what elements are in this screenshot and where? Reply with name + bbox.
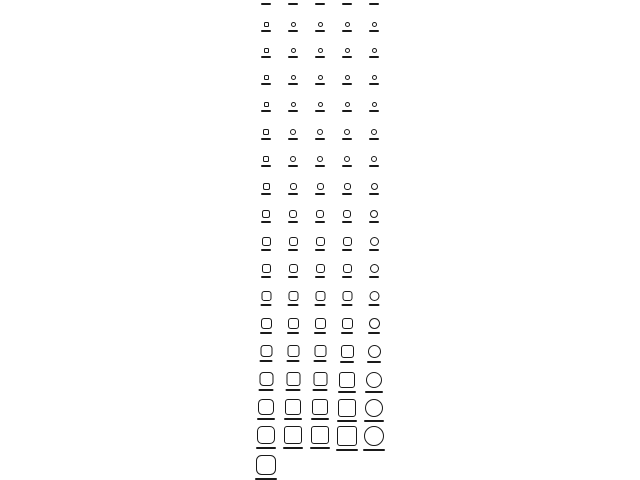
icon-caption (342, 56, 352, 58)
square-icon (338, 399, 356, 417)
icon-tile[interactable] (261, 183, 271, 195)
icon-tile[interactable] (367, 345, 381, 363)
rounded-square-icon (263, 129, 269, 135)
icon-caption (261, 30, 271, 32)
circle-icon (372, 48, 377, 53)
circle-icon (364, 426, 384, 446)
icon-caption (315, 3, 325, 5)
square-icon (289, 237, 298, 246)
icon-caption (365, 391, 383, 393)
icon-caption (363, 449, 385, 451)
rounded-square-icon (262, 210, 270, 218)
icon-tile[interactable] (369, 129, 379, 140)
square-icon (337, 426, 357, 446)
icon-tile[interactable] (315, 291, 326, 306)
icon-tile[interactable] (261, 237, 271, 251)
icon-tile[interactable] (315, 237, 325, 251)
square-icon (342, 291, 352, 301)
square-icon (343, 237, 352, 246)
square-icon (316, 210, 324, 218)
icon-tile[interactable] (288, 237, 298, 251)
icon-tile[interactable] (315, 264, 325, 278)
icon-caption (342, 165, 352, 167)
icon-tile[interactable] (342, 264, 352, 278)
icon-caption (315, 30, 325, 32)
icon-caption (315, 304, 326, 306)
icon-caption (287, 360, 300, 362)
square-icon (289, 264, 298, 273)
icon-tile[interactable] (342, 48, 352, 58)
icon-tile[interactable] (369, 22, 379, 32)
icon-caption (261, 304, 272, 306)
icon-caption (288, 110, 298, 112)
rounded-square-icon (263, 156, 269, 162)
icon-caption (342, 249, 352, 251)
icon-tile[interactable] (255, 455, 277, 480)
icon-caption (288, 249, 298, 251)
circle-icon (370, 264, 379, 273)
icon-caption (342, 30, 352, 32)
icon-caption (364, 420, 384, 422)
circle-icon (371, 183, 378, 190)
icon-caption (311, 418, 329, 420)
rounded-square-icon (264, 22, 269, 27)
square-icon (288, 291, 298, 301)
icon-caption (369, 249, 379, 251)
icon-caption (288, 304, 299, 306)
rounded-square-icon (257, 426, 275, 444)
square-icon (284, 426, 302, 444)
icon-tile[interactable] (341, 318, 353, 334)
circle-icon (366, 372, 382, 388)
icon-tile[interactable] (315, 183, 325, 195)
icon-caption (315, 138, 325, 140)
icon-caption (342, 110, 352, 112)
icon-caption (341, 332, 353, 334)
circle-icon (372, 22, 377, 27)
icon-caption (342, 138, 352, 140)
square-icon (318, 48, 323, 53)
icon-tile[interactable] (342, 102, 352, 112)
icon-tile[interactable] (288, 0, 298, 5)
icon-tile[interactable] (342, 0, 352, 5)
rounded-square-icon (264, 102, 269, 107)
icon-caption (260, 360, 273, 362)
rounded-square-icon (261, 291, 271, 301)
circle-icon (369, 318, 380, 329)
icon-caption (369, 276, 379, 278)
icon-caption (288, 138, 298, 140)
square-icon (315, 318, 326, 329)
icon-caption (288, 3, 298, 5)
icon-caption (337, 420, 357, 422)
icon-tile[interactable] (284, 399, 302, 420)
square-icon (318, 22, 323, 27)
icon-caption (336, 449, 358, 451)
icon-caption (286, 389, 301, 391)
icon-tile[interactable] (315, 102, 325, 112)
circle-icon (369, 291, 379, 301)
square-icon (314, 345, 326, 357)
square-icon (289, 210, 297, 218)
rounded-square-icon (262, 264, 271, 273)
icon-tile[interactable] (369, 75, 379, 85)
icon-tile[interactable] (311, 399, 329, 420)
icon-caption (261, 193, 271, 195)
icon-tile[interactable] (260, 345, 273, 362)
rounded-square-icon (262, 237, 271, 246)
icon-caption (288, 221, 298, 223)
icon-tile[interactable] (261, 291, 272, 306)
square-icon (291, 102, 296, 107)
square-icon (318, 75, 323, 80)
icon-caption (342, 3, 352, 5)
square-icon (317, 129, 323, 135)
icon-tile[interactable] (340, 345, 354, 363)
rounded-square-icon (260, 345, 272, 357)
icon-tile[interactable] (286, 372, 301, 391)
square-icon (344, 129, 350, 135)
square-icon (345, 22, 350, 27)
icon-tile[interactable] (364, 399, 384, 422)
icon-caption (288, 56, 298, 58)
icon-caption (261, 276, 271, 278)
icon-tile[interactable] (261, 264, 271, 278)
icon-tile[interactable] (365, 372, 383, 393)
icon-caption (314, 360, 327, 362)
icon-caption (315, 221, 325, 223)
icon-caption (342, 276, 352, 278)
square-icon (287, 345, 299, 357)
icon-caption (288, 276, 298, 278)
icon-caption (288, 83, 298, 85)
circle-icon (372, 102, 377, 107)
icon-caption (310, 447, 330, 449)
circle-icon (370, 237, 379, 246)
icon-caption (315, 276, 325, 278)
icon-caption (284, 418, 302, 420)
square-icon (341, 345, 354, 358)
rounded-square-icon (259, 372, 273, 386)
icon-tile[interactable] (315, 156, 325, 167)
icon-tile[interactable] (369, 48, 379, 58)
icon-tile[interactable] (342, 210, 352, 223)
icon-tile[interactable] (342, 22, 352, 32)
icon-tile[interactable] (288, 183, 298, 195)
icon-caption (261, 83, 271, 85)
icon-caption (315, 83, 325, 85)
icon-caption (369, 110, 379, 112)
icon-caption (369, 3, 379, 5)
icon-caption (315, 193, 325, 195)
icon-tile[interactable] (338, 372, 356, 393)
icon-caption (283, 447, 303, 449)
icon-tile[interactable] (261, 102, 271, 112)
rounded-square-icon (256, 455, 276, 475)
square-icon (316, 264, 325, 273)
icon-caption (369, 30, 379, 32)
square-icon (286, 372, 300, 386)
icon-tile[interactable] (342, 291, 353, 306)
square-icon (313, 372, 327, 386)
icon-caption (369, 193, 379, 195)
icon-caption (288, 193, 298, 195)
icon-tile[interactable] (261, 210, 271, 223)
square-icon (343, 264, 352, 273)
square-icon (290, 156, 296, 162)
icon-caption (369, 138, 379, 140)
circle-icon (371, 156, 377, 162)
icon-tile[interactable] (315, 22, 325, 32)
square-icon (339, 372, 355, 388)
square-icon (345, 75, 350, 80)
rounded-square-icon (264, 75, 269, 80)
square-icon (285, 399, 301, 415)
square-icon (342, 318, 353, 329)
icon-tile[interactable] (315, 75, 325, 85)
square-icon (318, 102, 323, 107)
icon-caption (261, 110, 271, 112)
icon-tile[interactable] (288, 129, 298, 140)
icon-tile[interactable] (257, 399, 275, 420)
icon-tile[interactable] (342, 75, 352, 85)
icon-tile[interactable] (313, 372, 328, 391)
circle-icon (371, 129, 377, 135)
icon-tile[interactable] (342, 129, 352, 140)
icon-caption (342, 83, 352, 85)
icon-tile[interactable] (342, 156, 352, 167)
icon-tile[interactable] (283, 426, 303, 449)
circle-icon (370, 210, 378, 218)
square-icon (290, 183, 297, 190)
circle-icon (368, 345, 381, 358)
square-icon (288, 318, 299, 329)
icon-tile[interactable] (369, 264, 379, 278)
icon-caption (260, 332, 272, 334)
circle-icon (365, 399, 383, 417)
icon-tile[interactable] (288, 75, 298, 85)
icon-tile[interactable] (315, 48, 325, 58)
icon-caption (368, 332, 380, 334)
icon-caption (288, 165, 298, 167)
icon-caption (261, 249, 271, 251)
icon-tile[interactable] (315, 210, 325, 223)
square-icon (345, 102, 350, 107)
square-icon (291, 48, 296, 53)
icon-tile[interactable] (342, 183, 352, 195)
icon-tile[interactable] (369, 156, 379, 167)
icon-caption (314, 332, 326, 334)
icon-tile[interactable] (261, 129, 271, 140)
icon-tile[interactable] (288, 210, 298, 223)
rounded-square-icon (258, 399, 274, 415)
icon-tile[interactable] (363, 426, 385, 451)
icon-tile[interactable] (369, 0, 379, 5)
circle-icon (372, 75, 377, 80)
icon-caption (369, 56, 379, 58)
icon-caption (338, 391, 356, 393)
icon-tile[interactable] (369, 237, 379, 251)
icon-caption (342, 304, 353, 306)
icon-tile[interactable] (288, 264, 298, 278)
icon-tile[interactable] (288, 102, 298, 112)
icon-tile[interactable] (315, 0, 325, 5)
icon-tile[interactable] (369, 102, 379, 112)
icon-caption (342, 221, 352, 223)
icon-caption (261, 3, 271, 5)
icon-tile[interactable] (342, 237, 352, 251)
square-icon (291, 75, 296, 80)
square-icon (317, 183, 324, 190)
icon-caption (315, 56, 325, 58)
icon-caption (315, 249, 325, 251)
rounded-square-icon (261, 318, 272, 329)
square-icon (345, 48, 350, 53)
icon-caption (315, 110, 325, 112)
icon-tile[interactable] (369, 291, 380, 306)
rounded-square-icon (264, 48, 269, 53)
square-icon (343, 210, 351, 218)
icon-tile[interactable] (259, 372, 274, 391)
icon-caption (369, 165, 379, 167)
icon-tile[interactable] (288, 156, 298, 167)
icon-caption (261, 138, 271, 140)
square-icon (311, 426, 329, 444)
icon-caption (287, 332, 299, 334)
icon-tile[interactable] (260, 318, 272, 334)
icon-caption (257, 418, 275, 420)
square-icon (344, 183, 351, 190)
icon-caption (369, 83, 379, 85)
icon-tile[interactable] (369, 183, 379, 195)
square-icon (291, 22, 296, 27)
icon-tile[interactable] (261, 75, 271, 85)
icon-tile[interactable] (314, 318, 326, 334)
icon-tile[interactable] (369, 210, 379, 223)
icon-caption (256, 447, 276, 449)
icon-tile[interactable] (256, 426, 276, 449)
icon-tile[interactable] (288, 22, 298, 32)
icon-tile[interactable] (336, 426, 358, 451)
square-icon (317, 156, 323, 162)
icon-tile[interactable] (261, 22, 271, 32)
icon-caption (369, 221, 379, 223)
icon-tile[interactable] (288, 48, 298, 58)
icon-tile[interactable] (261, 0, 271, 5)
icon-caption (261, 56, 271, 58)
square-icon (312, 399, 328, 415)
square-icon (315, 291, 325, 301)
square-icon (344, 156, 350, 162)
icon-tile[interactable] (287, 318, 299, 334)
square-icon (316, 237, 325, 246)
icon-caption (288, 30, 298, 32)
icon-tile[interactable] (261, 48, 271, 58)
icon-tile[interactable] (314, 345, 327, 362)
icon-caption (261, 221, 271, 223)
rounded-square-icon (263, 183, 270, 190)
icon-tile[interactable] (315, 129, 325, 140)
icon-tile[interactable] (337, 399, 357, 422)
icon-tile[interactable] (287, 345, 300, 362)
icon-caption (367, 361, 381, 363)
icon-caption (369, 304, 380, 306)
icon-caption (261, 165, 271, 167)
icon-tile[interactable] (288, 291, 299, 306)
icon-caption (313, 389, 328, 391)
icon-tile[interactable] (261, 156, 271, 167)
icon-caption (315, 165, 325, 167)
icon-caption (342, 193, 352, 195)
square-icon (290, 129, 296, 135)
icon-caption (259, 389, 274, 391)
icon-tile[interactable] (310, 426, 330, 449)
icon-caption (340, 361, 354, 363)
icon-tile[interactable] (368, 318, 380, 334)
